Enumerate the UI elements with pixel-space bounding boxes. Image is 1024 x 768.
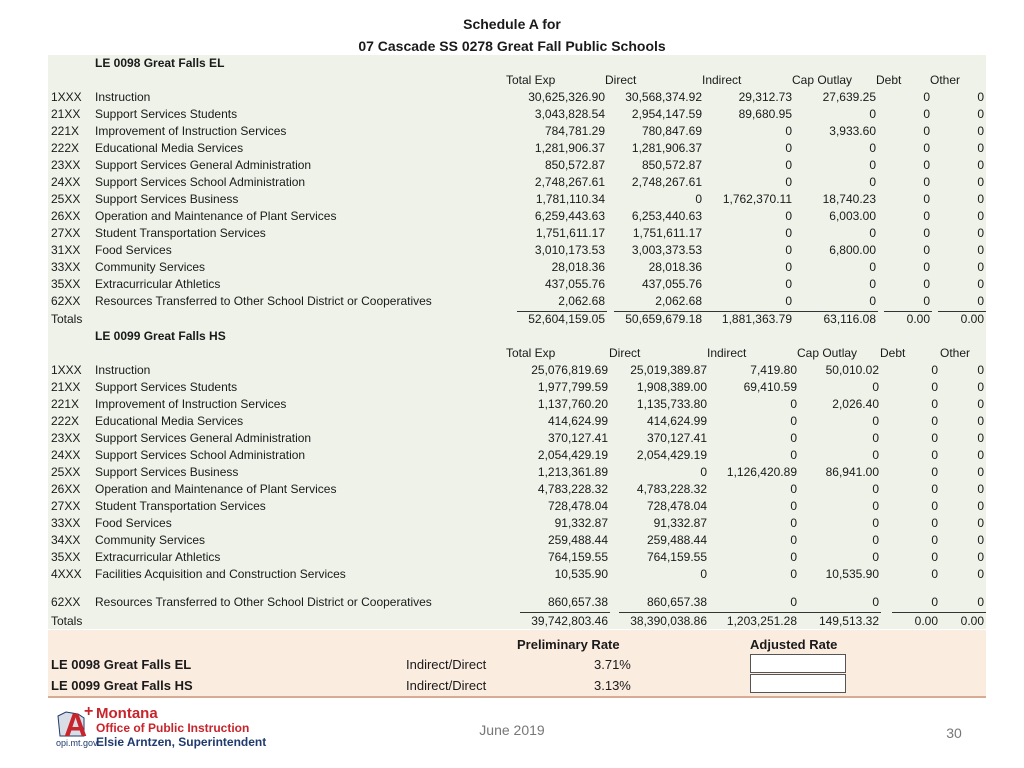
row-value: 27,639.25 — [822, 90, 876, 104]
opi-logo — [56, 702, 286, 752]
row-value: 0 — [977, 567, 984, 581]
row-value: 0 — [872, 499, 879, 513]
totals-value: 0.00 — [906, 312, 930, 326]
row-value: 0 — [785, 175, 792, 189]
row-value: 2,954,147.59 — [631, 107, 702, 121]
row-value: 0 — [790, 533, 797, 547]
row-value: 0 — [790, 414, 797, 428]
row-value: 0 — [977, 431, 984, 445]
row-value: 437,055.76 — [641, 277, 702, 291]
row-description: Instruction — [95, 90, 151, 104]
row-code: 27XX — [51, 499, 81, 513]
row-value: 0 — [785, 209, 792, 223]
row-description: Educational Media Services — [95, 414, 244, 428]
row-value: 6,003.00 — [829, 209, 876, 223]
row-value: 0 — [977, 124, 984, 138]
row-value: 0 — [931, 499, 938, 513]
row-value: 2,748,267.61 — [631, 175, 702, 189]
section-title: LE 0098 Great Falls EL — [95, 56, 225, 70]
row-code: 21XX — [51, 107, 81, 121]
row-value: 0 — [977, 243, 984, 257]
row-description: Community Services — [95, 533, 206, 547]
totals-label: Totals — [51, 614, 83, 628]
row-value: 4,783,228.32 — [537, 482, 608, 496]
rate-row-type: Indirect/Direct — [406, 678, 487, 693]
row-description: Support Services School Administration — [95, 175, 306, 189]
row-code: 21XX — [51, 380, 81, 394]
row-value: 0 — [869, 294, 876, 308]
rate-row-type: Indirect/Direct — [406, 657, 487, 672]
schedule-title: Schedule A for — [463, 16, 561, 32]
row-code: 34XX — [51, 533, 81, 547]
row-value: 0 — [977, 516, 984, 530]
row-value: 0 — [872, 595, 879, 609]
row-value: 1,977,799.59 — [537, 380, 608, 394]
row-description: Operation and Maintenance of Plant Services — [95, 482, 337, 496]
column-header: Other — [930, 73, 961, 87]
schedule-subtitle: 07 Cascade SS 0278 Great Fall Public Schools — [358, 38, 666, 54]
row-value: 1,281,906.37 — [534, 141, 605, 155]
page-number: 30 — [946, 725, 962, 741]
row-value: 0 — [931, 448, 938, 462]
row-value: 0 — [869, 141, 876, 155]
row-value: 414,624.99 — [547, 414, 608, 428]
row-value: 2,054,429.19 — [636, 448, 707, 462]
row-value: 0 — [977, 380, 984, 394]
row-value: 0 — [790, 595, 797, 609]
rate-row-name: LE 0098 Great Falls EL — [51, 657, 192, 672]
row-value: 0 — [923, 124, 930, 138]
row-value: 2,062.68 — [655, 294, 702, 308]
totals-value: 0.00 — [914, 614, 938, 628]
row-value: 0 — [790, 516, 797, 530]
row-value: 0 — [977, 209, 984, 223]
row-description: Support Services Business — [95, 192, 239, 206]
column-header: Total Exp — [506, 346, 556, 360]
row-value: 0 — [931, 397, 938, 411]
row-value: 0 — [977, 499, 984, 513]
row-value: 0 — [790, 550, 797, 564]
row-code: 33XX — [51, 516, 81, 530]
row-value: 0 — [977, 90, 984, 104]
row-value: 860,657.38 — [646, 595, 707, 609]
totals-label: Totals — [51, 312, 83, 326]
row-value: 1,281,906.37 — [631, 141, 702, 155]
row-description: Support Services General Administration — [95, 158, 312, 172]
row-value: 0 — [872, 516, 879, 530]
logo-office: Office of Public Instruction — [96, 721, 250, 735]
column-header: Debt — [876, 73, 902, 87]
row-value: 3,933.60 — [829, 124, 876, 138]
row-value: 784,781.29 — [544, 124, 605, 138]
row-code: 24XX — [51, 448, 81, 462]
row-value: 0 — [785, 243, 792, 257]
row-value: 728,478.04 — [547, 499, 608, 513]
row-value: 86,941.00 — [825, 465, 879, 479]
totals-value: 0.00 — [960, 312, 984, 326]
preliminary-rate-header: Preliminary Rate — [517, 637, 620, 652]
row-code: 26XX — [51, 209, 81, 223]
row-value: 6,800.00 — [829, 243, 876, 257]
row-value: 28,018.36 — [648, 260, 702, 274]
row-value: 30,625,326.90 — [528, 90, 605, 104]
row-description: Food Services — [95, 516, 172, 530]
row-code: 222X — [51, 141, 80, 155]
row-value: 10,535.90 — [825, 567, 879, 581]
row-code: 27XX — [51, 226, 81, 240]
row-description: Student Transportation Services — [95, 226, 266, 240]
row-code: 35XX — [51, 550, 81, 564]
row-description: Extracurricular Athletics — [95, 550, 221, 564]
row-value: 1,135,733.80 — [636, 397, 707, 411]
row-description: Resources Transferred to Other School District or Cooperatives — [95, 294, 432, 308]
row-description: Support Services School Administration — [95, 448, 306, 462]
row-value: 1,762,370.11 — [722, 192, 792, 206]
row-value: 0 — [923, 141, 930, 155]
row-value: 0 — [869, 260, 876, 274]
row-value: 370,127.41 — [646, 431, 707, 445]
row-value: 0 — [923, 158, 930, 172]
row-value: 850,572.87 — [544, 158, 605, 172]
row-value: 0 — [923, 209, 930, 223]
footer-rule — [48, 696, 986, 698]
row-value: 0 — [790, 397, 797, 411]
row-value: 0 — [977, 448, 984, 462]
logo-superintendent: Elsie Arntzen, Superintendent — [96, 735, 267, 749]
row-value: 91,332.87 — [653, 516, 707, 530]
row-description: Community Services — [95, 260, 206, 274]
row-value: 0 — [923, 277, 930, 291]
row-value: 0 — [977, 226, 984, 240]
row-value: 0 — [923, 192, 930, 206]
row-description: Resources Transferred to Other School District or Cooperatives — [95, 595, 432, 609]
row-value: 0 — [977, 397, 984, 411]
row-value: 7,419.80 — [750, 363, 797, 377]
column-header: Cap Outlay — [797, 346, 858, 360]
adjusted-rate-field[interactable] — [750, 654, 846, 673]
row-value: 0 — [931, 533, 938, 547]
row-code: 23XX — [51, 158, 81, 172]
row-value: 0 — [923, 226, 930, 240]
row-value: 2,062.68 — [558, 294, 605, 308]
row-value: 25,076,819.69 — [531, 363, 608, 377]
row-description: Support Services Students — [95, 380, 238, 394]
row-description: Facilities Acquisition and Construction Services — [95, 567, 346, 581]
row-value: 2,026.40 — [832, 397, 879, 411]
row-code: 24XX — [51, 175, 81, 189]
column-header: Direct — [609, 346, 641, 360]
row-code: 222X — [51, 414, 80, 428]
row-code: 4XXX — [51, 567, 82, 581]
svg-text:+: + — [84, 703, 94, 720]
row-value: 0 — [872, 431, 879, 445]
row-value: 0 — [872, 482, 879, 496]
row-value: 0 — [977, 107, 984, 121]
row-value: 0 — [923, 260, 930, 274]
svg-text:A: A — [64, 707, 88, 743]
row-value: 0 — [977, 192, 984, 206]
row-value: 0 — [790, 499, 797, 513]
section-title: LE 0099 Great Falls HS — [95, 329, 226, 343]
row-value: 0 — [785, 158, 792, 172]
row-description: Operation and Maintenance of Plant Services — [95, 209, 337, 223]
row-value: 0 — [872, 380, 879, 394]
rate-row-prelim: 3.71% — [594, 657, 631, 672]
row-value: 91,332.87 — [554, 516, 608, 530]
row-code: 26XX — [51, 482, 81, 496]
row-value: 18,740.23 — [822, 192, 876, 206]
row-code: 25XX — [51, 465, 81, 479]
row-value: 0 — [869, 277, 876, 291]
row-value: 0 — [923, 107, 930, 121]
totals-value: 1,203,251.28 — [726, 614, 797, 628]
row-value: 0 — [977, 363, 984, 377]
row-value: 0 — [931, 567, 938, 581]
row-value: 780,847.69 — [641, 124, 702, 138]
row-description: Support Services General Administration — [95, 431, 312, 445]
row-code: 221X — [51, 397, 80, 411]
row-value: 0 — [872, 533, 879, 547]
column-header: Total Exp — [506, 73, 556, 87]
row-value: 0 — [790, 482, 797, 496]
adjusted-rate-field[interactable] — [750, 674, 846, 693]
row-value: 3,010,173.53 — [534, 243, 605, 257]
row-value: 0 — [790, 567, 797, 581]
row-value: 1,751,611.17 — [632, 226, 702, 240]
row-description: Extracurricular Athletics — [95, 277, 221, 291]
logo-montana: Montana — [96, 705, 158, 722]
row-value: 0 — [785, 260, 792, 274]
row-code: 62XX — [51, 294, 81, 308]
row-code: 31XX — [51, 243, 81, 257]
row-value: 1,213,361.89 — [537, 465, 608, 479]
row-code: 35XX — [51, 277, 81, 291]
row-value: 0 — [869, 158, 876, 172]
row-value: 0 — [785, 226, 792, 240]
row-value: 50,010.02 — [825, 363, 879, 377]
row-value: 0 — [977, 482, 984, 496]
row-value: 0 — [923, 294, 930, 308]
row-value: 25,019,389.87 — [630, 363, 707, 377]
row-value: 29,312.73 — [738, 90, 792, 104]
row-value: 30,568,374.92 — [625, 90, 702, 104]
row-value: 0 — [977, 595, 984, 609]
row-value: 0 — [931, 363, 938, 377]
row-value: 0 — [790, 448, 797, 462]
column-header: Debt — [880, 346, 906, 360]
row-value: 0 — [785, 124, 792, 138]
row-value: 0 — [931, 431, 938, 445]
row-value: 0 — [977, 294, 984, 308]
footer-date: June 2019 — [479, 722, 545, 738]
row-value: 728,478.04 — [646, 499, 707, 513]
row-value: 0 — [977, 550, 984, 564]
row-code: 25XX — [51, 192, 81, 206]
row-value: 4,783,228.32 — [636, 482, 707, 496]
row-code: 1XXX — [51, 90, 82, 104]
row-code: 33XX — [51, 260, 81, 274]
totals-value: 1,881,363.79 — [721, 312, 792, 326]
row-value: 0 — [977, 158, 984, 172]
row-value: 0 — [869, 226, 876, 240]
rate-row-prelim: 3.13% — [594, 678, 631, 693]
row-value: 259,488.44 — [547, 533, 608, 547]
row-code: 62XX — [51, 595, 81, 609]
row-value: 0 — [700, 465, 707, 479]
row-value: 0 — [695, 192, 702, 206]
row-value: 1,137,760.20 — [537, 397, 608, 411]
row-code: 1XXX — [51, 363, 82, 377]
row-value: 0 — [785, 294, 792, 308]
row-description: Food Services — [95, 243, 172, 257]
row-value: 0 — [869, 175, 876, 189]
row-value: 764,159.55 — [646, 550, 707, 564]
row-value: 0 — [931, 550, 938, 564]
row-value: 414,624.99 — [646, 414, 707, 428]
totals-value: 149,513.32 — [818, 614, 879, 628]
row-code: 23XX — [51, 431, 81, 445]
row-value: 370,127.41 — [547, 431, 608, 445]
row-value: 0 — [790, 431, 797, 445]
totals-value: 63,116.08 — [823, 312, 876, 326]
row-value: 1,908,389.00 — [636, 380, 707, 394]
row-value: 0 — [869, 107, 876, 121]
row-value: 850,572.87 — [641, 158, 702, 172]
row-description: Student Transportation Services — [95, 499, 266, 513]
row-value: 0 — [977, 465, 984, 479]
row-value: 3,043,828.54 — [534, 107, 605, 121]
row-value: 0 — [977, 533, 984, 547]
row-value: 69,410.59 — [743, 380, 797, 394]
adjusted-rate-header: Adjusted Rate — [750, 637, 838, 652]
row-value: 1,751,611.17 — [535, 226, 605, 240]
row-description: Educational Media Services — [95, 141, 244, 155]
row-value: 0 — [931, 516, 938, 530]
row-description: Support Services Business — [95, 465, 239, 479]
row-value: 0 — [931, 595, 938, 609]
totals-value: 38,390,038.86 — [630, 614, 707, 628]
column-header: Indirect — [707, 346, 747, 360]
row-value: 3,003,373.53 — [631, 243, 702, 257]
row-value: 0 — [931, 482, 938, 496]
row-value: 0 — [872, 414, 879, 428]
row-value: 0 — [931, 380, 938, 394]
row-value: 0 — [977, 260, 984, 274]
row-value: 0 — [785, 277, 792, 291]
row-value: 89,680.95 — [738, 107, 792, 121]
row-description: Improvement of Instruction Services — [95, 397, 287, 411]
row-value: 0 — [872, 448, 879, 462]
row-value: 0 — [872, 550, 879, 564]
totals-value: 50,659,679.18 — [625, 312, 702, 326]
row-description: Improvement of Instruction Services — [95, 124, 287, 138]
row-value: 0 — [700, 567, 707, 581]
row-value: 0 — [785, 141, 792, 155]
column-header: Indirect — [702, 73, 742, 87]
column-header: Cap Outlay — [792, 73, 853, 87]
rate-row-name: LE 0099 Great Falls HS — [51, 678, 193, 693]
row-value: 2,054,429.19 — [537, 448, 608, 462]
row-value: 0 — [977, 414, 984, 428]
row-description: Support Services Students — [95, 107, 238, 121]
totals-value: 0.00 — [960, 614, 984, 628]
row-value: 860,657.38 — [547, 595, 608, 609]
row-value: 1,126,420.89 — [726, 465, 797, 479]
row-value: 10,535.90 — [554, 567, 608, 581]
row-value: 0 — [931, 465, 938, 479]
row-value: 1,781,110.34 — [535, 192, 605, 206]
row-value: 0 — [923, 243, 930, 257]
row-value: 6,253,440.63 — [631, 209, 702, 223]
row-value: 0 — [923, 90, 930, 104]
row-value: 28,018.36 — [551, 260, 605, 274]
row-value: 0 — [931, 414, 938, 428]
logo-url: opi.mt.gov — [56, 738, 98, 748]
row-value: 0 — [977, 277, 984, 291]
row-code: 221X — [51, 124, 80, 138]
row-description: Instruction — [95, 363, 151, 377]
totals-value: 39,742,803.46 — [531, 614, 608, 628]
row-value: 6,259,443.63 — [534, 209, 605, 223]
row-value: 764,159.55 — [547, 550, 608, 564]
row-value: 437,055.76 — [544, 277, 605, 291]
row-value: 0 — [977, 175, 984, 189]
column-header: Direct — [605, 73, 637, 87]
row-value: 2,748,267.61 — [534, 175, 605, 189]
totals-value: 52,604,159.05 — [528, 312, 605, 326]
row-value: 0 — [977, 141, 984, 155]
column-header: Other — [940, 346, 971, 360]
row-value: 0 — [923, 175, 930, 189]
row-value: 259,488.44 — [646, 533, 707, 547]
